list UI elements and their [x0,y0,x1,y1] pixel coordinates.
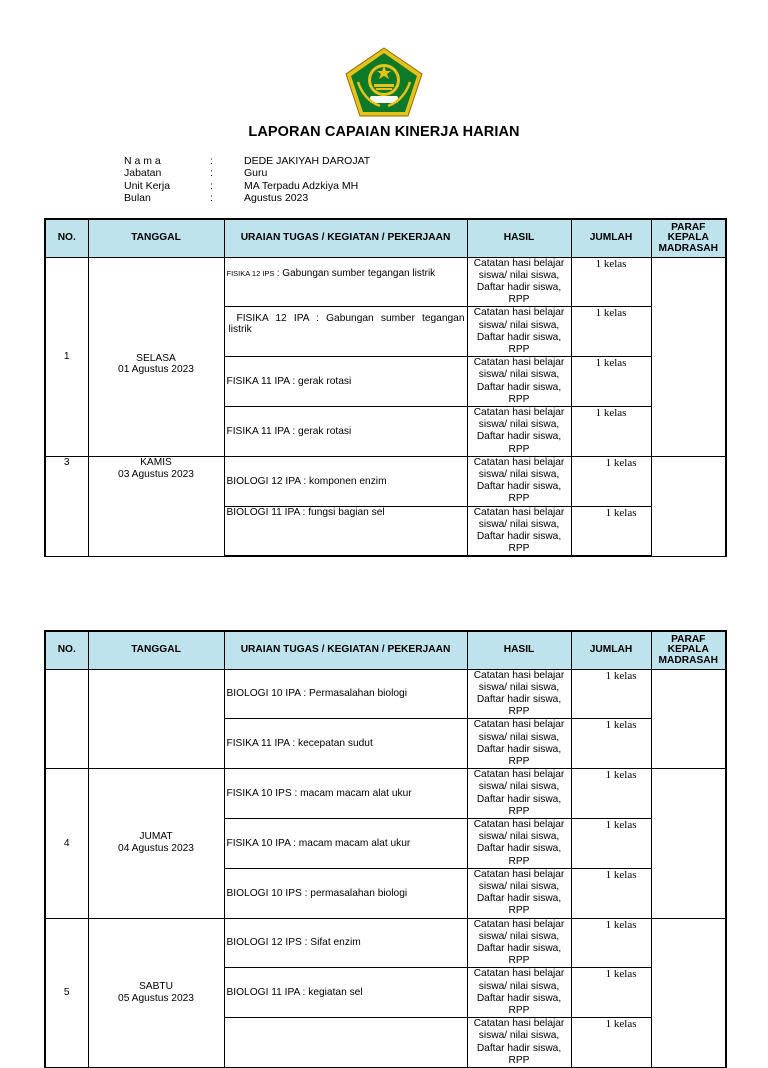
task-cell: BIOLOGI 12 IPS : Sifat enzim [224,918,467,968]
hasil-cell [467,406,571,456]
jumlah-value: 1 kelas [605,719,637,732]
jumlah-cell [571,257,651,307]
hasil-line: Catatan hasi belajar [473,868,565,880]
jumlah-value: 1 kelas [595,307,627,320]
info-row-bulan [124,192,370,204]
hasil-line: Catatan hasi belajar [473,506,565,518]
hasil-line: Daftar hadir siswa, [476,992,562,1004]
day-name: JUMAT [139,831,173,843]
row-date [88,669,224,769]
hasil-line: RPP [508,294,530,306]
task-cell: BIOLOGI 11 IPA : kegiatan sel [224,968,467,1018]
info-value: Guru [244,167,268,180]
task-cell: BIOLOGI 11 IPA : fungsi bagian sel [224,506,467,556]
jumlah-cell [571,769,651,819]
task-cell: FISIKA 10 IPA : macam macam alat ukur [224,818,467,868]
hasil-line: Catatan hasi belajar [473,918,565,930]
task-text: : Gabungan sumber tegangan listrik [276,267,436,279]
paraf-cell [651,669,726,769]
row-number: 5 [45,918,88,1067]
jumlah-value: 1 kelas [605,968,637,981]
col-header-paraf: PARAF KEPALA MADRASAH [651,631,726,669]
jumlah-value: 1 kelas [595,357,627,370]
task-cell: FISIKA 11 IPA : gerak rotasi [224,406,467,456]
jumlah-cell [571,669,651,719]
activity-table-2 [44,630,727,1068]
table-row [45,918,726,968]
hasil-line: Daftar hadir siswa, [476,693,562,705]
task-cell: FISIKA 11 IPA : kecepatan sudut [224,719,467,769]
hasil-line: Catatan hasi belajar [473,357,565,369]
hasil-line: RPP [508,1004,530,1016]
task-cell: FISIKA 10 IPS : macam macam alat ukur [224,769,467,819]
col-header-hasil: HASIL [467,219,571,257]
info-label: Jabatan [124,167,162,180]
info-sep: : [210,155,213,167]
employee-info [124,155,370,205]
hasil-cell [467,669,571,719]
hasil-line: siswa/ nilai siswa, [478,269,560,281]
info-label: Unit Kerja [124,179,171,192]
info-value: DEDE JAKIYAH DAROJAT [244,155,371,167]
hasil-line: Daftar hadir siswa, [476,331,562,343]
col-header-tanggal: TANGGAL [88,219,224,257]
col-header-paraf: PARAF KEPALA MADRASAH [651,219,726,257]
paraf-cell [651,918,726,1067]
col-header-jumlah: JUMLAH [571,219,651,257]
jumlah-value: 1 kelas [605,868,637,881]
hasil-line: Daftar hadir siswa, [476,743,562,755]
jumlah-cell [571,868,651,918]
jumlah-cell [571,307,651,357]
hasil-line: Daftar hadir siswa, [476,1042,562,1054]
row-date [88,257,224,456]
hasil-cell [467,257,571,307]
info-label: N a m a [124,155,161,167]
jumlah-cell [571,968,651,1018]
row-number: 4 [45,769,88,918]
day-name: SABTU [139,980,173,992]
paraf-cell [651,769,726,918]
row-date [88,456,224,556]
row-date [88,918,224,1067]
hasil-line: RPP [508,443,530,455]
table-row [45,669,726,719]
hasil-line: Daftar hadir siswa, [476,893,562,905]
hasil-line: Daftar hadir siswa, [476,530,562,542]
hasil-line: siswa/ nilai siswa, [478,930,560,942]
info-label: Bulan [124,192,151,205]
hasil-line: siswa/ nilai siswa, [478,319,560,331]
info-value: Agustus 2023 [244,192,309,205]
hasil-line: RPP [508,905,530,917]
jumlah-cell [571,818,651,868]
jumlah-value: 1 kelas [605,456,637,469]
hasil-line: Catatan hasi belajar [473,1018,565,1030]
info-row-jabatan [124,167,370,179]
jumlah-value: 1 kelas [605,818,637,831]
task-cell [224,1018,467,1068]
task-cell: BIOLOGI 10 IPA : Permasalahan biologi [224,669,467,719]
hasil-line: Catatan hasi belajar [473,456,565,468]
info-value: MA Terpadu Adzkiya MH [244,179,359,192]
row-date [88,769,224,918]
jumlah-value: 1 kelas [605,669,637,682]
col-header-no: NO. [45,631,88,669]
table-row [45,456,726,506]
row-number: 1 [45,257,88,456]
hasil-line: Daftar hadir siswa, [476,793,562,805]
hasil-line: Daftar hadir siswa, [476,381,562,393]
table-row [45,769,726,819]
hasil-cell [467,968,571,1018]
hasil-cell [467,868,571,918]
date-text: 03 Agustus 2023 [118,468,194,480]
day-name: KAMIS [140,456,172,468]
col-header-jumlah: JUMLAH [571,631,651,669]
hasil-line: Catatan hasi belajar [473,769,565,781]
task-cell: BIOLOGI 12 IPA : komponen enzim [224,456,467,506]
hasil-line: Catatan hasi belajar [473,307,565,319]
hasil-cell [467,1018,571,1068]
hasil-line: Daftar hadir siswa, [476,281,562,293]
jumlah-cell [571,1018,651,1068]
hasil-line: Daftar hadir siswa, [476,431,562,443]
task-cell: BIOLOGI 10 IPS : permasalahan biologi [224,868,467,918]
info-row-unit-kerja [124,180,370,192]
day-name: SELASA [136,352,176,364]
hasil-line: Catatan hasi belajar [473,669,565,681]
task-cell: FISIKA 12 IPA : Gabungan sumber tegangan listrik [224,307,467,357]
kemenag-logo [344,46,424,118]
hasil-line: RPP [508,543,530,555]
hasil-line: RPP [508,393,530,405]
col-header-tanggal: TANGGAL [88,631,224,669]
hasil-line: RPP [508,855,530,867]
hasil-line: Catatan hasi belajar [473,257,565,269]
hasil-line: RPP [508,955,530,967]
hasil-line: Catatan hasi belajar [473,968,565,980]
hasil-cell [467,456,571,506]
activity-table-1 [44,218,727,557]
info-sep: : [210,179,213,192]
hasil-cell [467,769,571,819]
jumlah-value: 1 kelas [595,406,627,419]
hasil-line: siswa/ nilai siswa, [478,1030,560,1042]
row-number [45,669,88,769]
jumlah-cell [571,357,651,407]
jumlah-cell [571,506,651,556]
col-header-uraian: URAIAN TUGAS / KEGIATAN / PEKERJAAN [224,219,467,257]
table-row [45,257,726,307]
hasil-line: RPP [508,755,530,767]
hasil-line: Catatan hasi belajar [473,406,565,418]
hasil-line: siswa/ nilai siswa, [478,369,560,381]
info-sep: : [210,192,213,205]
paraf-cell [651,257,726,456]
hasil-line: Catatan hasi belajar [473,818,565,830]
hasil-line: Daftar hadir siswa, [476,942,562,954]
date-text: 05 Agustus 2023 [118,992,194,1004]
paraf-cell [651,456,726,556]
jumlah-cell [571,406,651,456]
hasil-cell [467,818,571,868]
info-sep: : [210,167,213,180]
hasil-line: siswa/ nilai siswa, [478,731,560,743]
hasil-line: siswa/ nilai siswa, [478,681,560,693]
task-prefix: FISIKA 12 IPS [226,268,275,278]
jumlah-value: 1 kelas [605,1018,637,1031]
hasil-line: siswa/ nilai siswa, [478,880,560,892]
jumlah-value: 1 kelas [605,506,637,519]
jumlah-value: 1 kelas [595,257,627,270]
jumlah-cell [571,918,651,968]
col-header-no: NO. [45,219,88,257]
row-number: 3 [45,456,88,556]
hasil-cell [467,719,571,769]
page-title: LAPORAN CAPAIAN KINERJA HARIAN [248,124,520,140]
hasil-line: RPP [508,706,530,718]
hasil-line: siswa/ nilai siswa, [478,468,560,480]
hasil-line: Daftar hadir siswa, [476,843,562,855]
task-cell [224,257,467,307]
hasil-line: Catatan hasi belajar [473,719,565,731]
info-row-nama [124,155,370,167]
hasil-line: siswa/ nilai siswa, [478,980,560,992]
hasil-line: siswa/ nilai siswa, [478,781,560,793]
date-text: 04 Agustus 2023 [118,843,194,855]
task-cell: FISIKA 11 IPA : gerak rotasi [224,357,467,407]
col-header-hasil: HASIL [467,631,571,669]
jumlah-value: 1 kelas [605,769,637,782]
col-header-uraian: URAIAN TUGAS / KEGIATAN / PEKERJAAN [224,631,467,669]
date-text: 01 Agustus 2023 [118,363,194,375]
hasil-line: siswa/ nilai siswa, [478,419,560,431]
hasil-cell [467,357,571,407]
hasil-line: siswa/ nilai siswa, [478,518,560,530]
hasil-cell [467,506,571,556]
hasil-line: RPP [508,493,530,505]
hasil-line: Daftar hadir siswa, [476,481,562,493]
hasil-line: RPP [508,1054,530,1066]
hasil-cell [467,307,571,357]
hasil-cell [467,918,571,968]
hasil-line: RPP [508,805,530,817]
jumlah-value: 1 kelas [605,918,637,931]
jumlah-cell [571,456,651,506]
jumlah-cell [571,719,651,769]
hasil-line: RPP [508,343,530,355]
hasil-line: siswa/ nilai siswa, [478,831,560,843]
